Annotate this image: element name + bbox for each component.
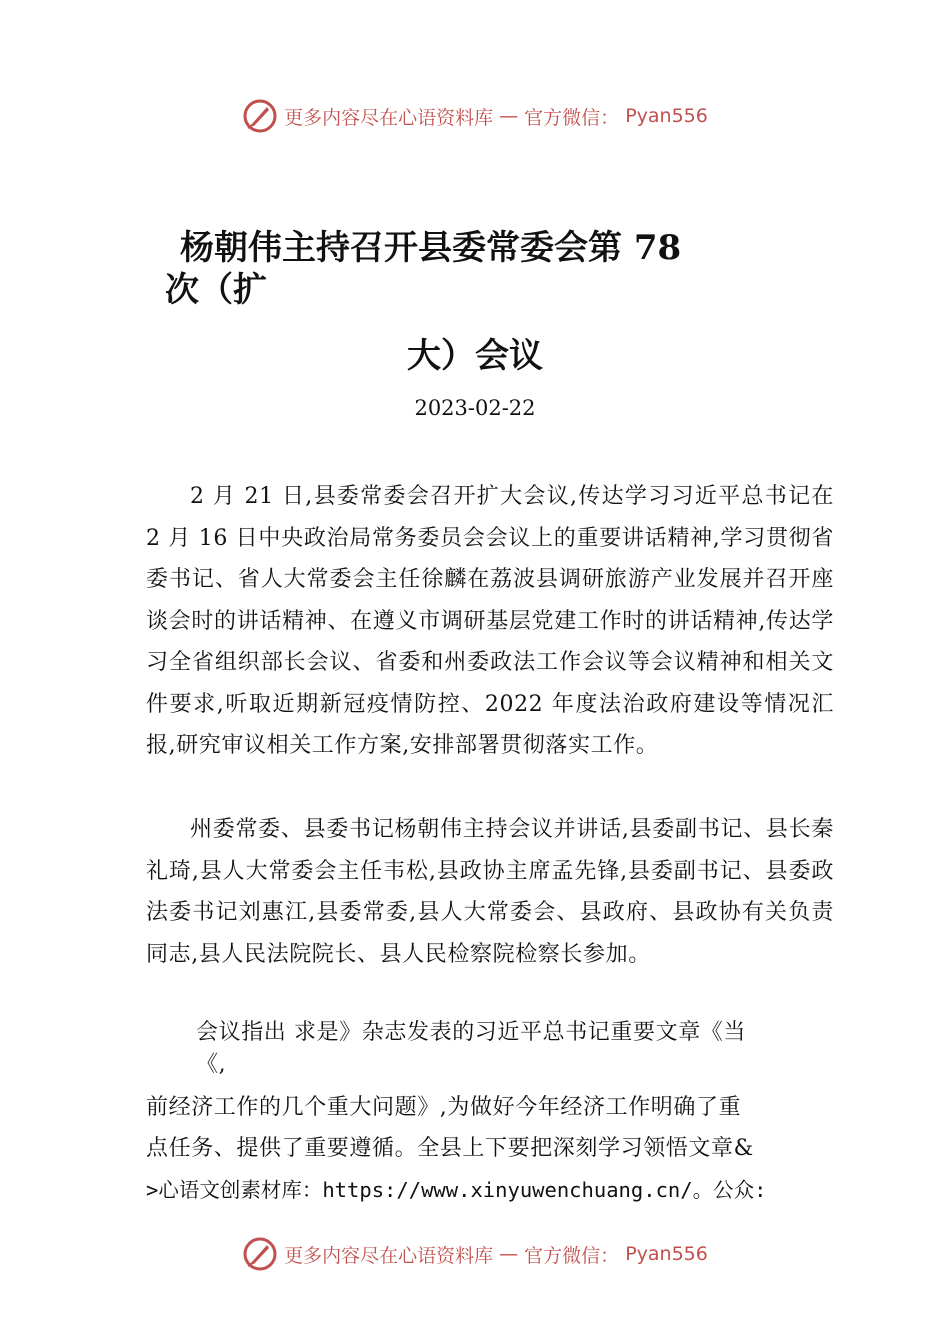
title-line-1: 杨朝伟主持召开县委常委会第 78 [180,228,682,268]
paragraph-2 [146,809,834,975]
text-line-1: 会议指出 求是》杂志发表的习近平总书记重要文章《当 [196,1020,746,1045]
watermark-footer [0,1234,950,1274]
watermark-text: 更多内容尽在心语资料库 [284,1244,494,1267]
watermark-account: Pyan556 [625,105,708,127]
title-line-2: 次（扩 [165,270,267,310]
text-line-4: 点任务、提供了重要遵循。全县上下要把深刻学习领悟文章& [146,1136,754,1161]
quill-pen-logo-icon [242,98,278,134]
watermark-wechat-label: 官方微信： [524,106,620,129]
watermark-text: 更多内容尽在心语资料库 [284,106,494,129]
watermark-wechat-label: 官方微信： [524,1244,620,1267]
paragraph-1 [146,476,834,767]
paragraph-text: 州委常委、县委书记杨朝伟主持会议并讲话,县委副书记、县长秦礼琦,县人大常委会主任韦松,县政协主席孟先锋,县委副书记、县委政法委书记刘惠江,县委常委,县人大常委会、县政府、县政协有关负责同志,县人民法院院长、县人民检察院检察长参加。 [146,817,834,967]
watermark-account: Pyan556 [625,1243,708,1265]
watermark-separator: — [499,105,519,127]
watermark-separator: — [499,1243,519,1265]
publish-date: 2023-02-22 [414,396,536,420]
quill-pen-logo-icon [242,1236,278,1272]
text-line-5-url: >心语文创素材库：https://www.xinyuwenchuang.cn/。公众: [146,1178,767,1202]
title-line-3: 大）会议 [407,336,543,376]
watermark-header [0,96,950,136]
text-line-2: 《, [196,1052,227,1077]
text-line-3: 前经济工作的几个重大问题》,为做好今年经济工作明确了重 [146,1095,742,1120]
paragraph-text: 2 月 21 日,县委常委会召开扩大会议,传达学习习近平总书记在 2 月 16 日中央政治局常务委员会会议上的重要讲话精神,学习贯彻省委书记、省人大常委会主任徐麟在荔波县调研旅游产业发展并召开座谈会时的讲话精神、在遵义市调研基层党建工作时的讲话精神,传达学习全省组织部长会议、省委和州委政法工作会议等会议精神和相关文件要求,听取近期新冠疫情防控、2022 年度法治政府建设等情况汇报,研究审议相关工作方案,安排部署贯彻落实工作。 [146,484,834,758]
